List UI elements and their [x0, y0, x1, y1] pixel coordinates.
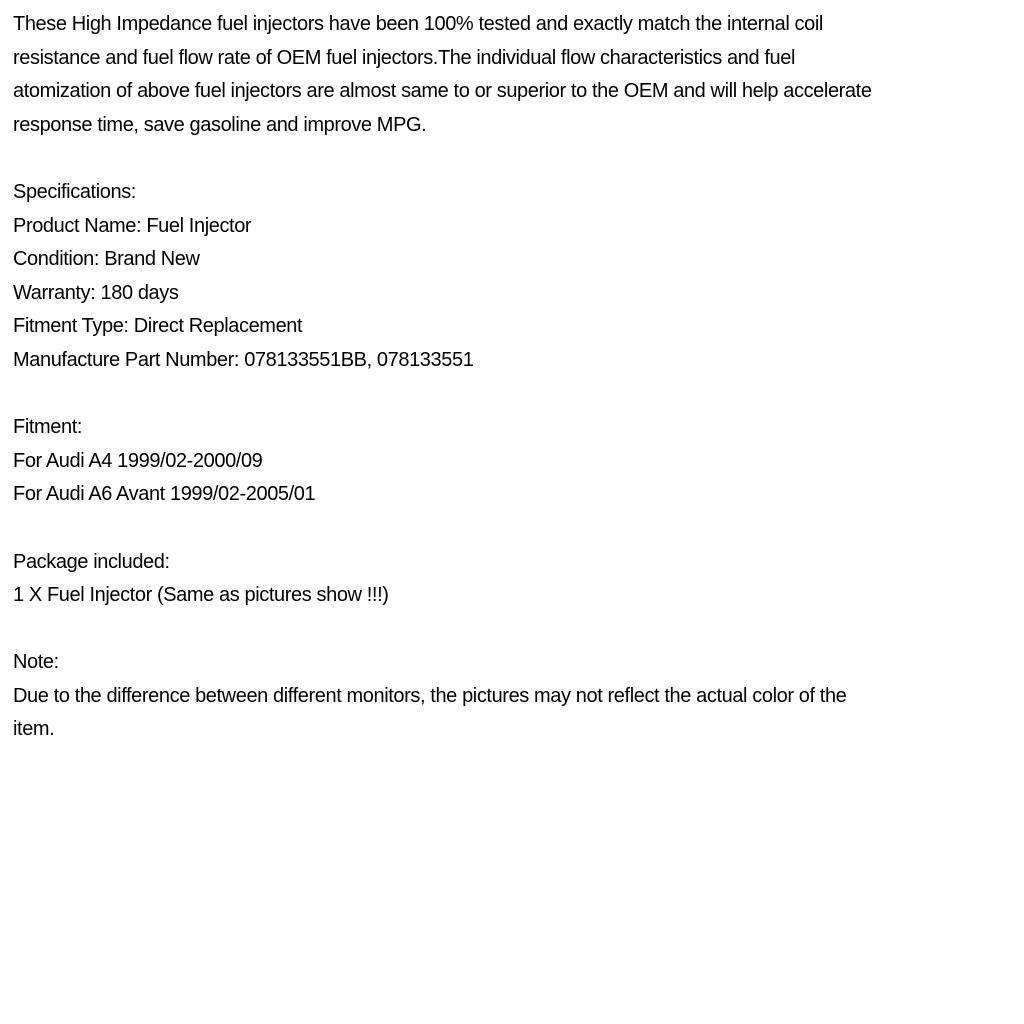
package-section [13, 546, 1014, 613]
note-heading: Note: [13, 651, 59, 674]
spec-item-part-number: Manufacture Part Number: 078133551BB, 078133551 [13, 348, 474, 371]
note-line: item. [13, 718, 55, 741]
specifications-heading: Specifications: [13, 180, 136, 203]
fitment-item: For Audi A6 Avant 1999/02-2005/01 [13, 483, 316, 506]
description-line: atomization of above fuel injectors are almost same to or superior to the OEM and will help accelerate [13, 80, 872, 103]
note-line: Due to the difference between different monitors, the pictures may not reflect the actual color of the [13, 684, 847, 707]
package-heading: Package included: [13, 550, 170, 573]
spec-item-product-name: Product Name: Fuel Injector [13, 214, 252, 237]
description-line: response time, save gasoline and improve MPG. [13, 113, 427, 136]
package-item: 1 X Fuel Injector (Same as pictures show !!!) [13, 584, 389, 607]
spec-item-condition: Condition: Brand New [13, 248, 200, 271]
specifications-section [13, 176, 1014, 378]
note-section [13, 646, 1014, 747]
fitment-item: For Audi A4 1999/02-2000/09 [13, 449, 263, 472]
description-paragraph [13, 8, 1014, 142]
fitment-heading: Fitment: [13, 416, 83, 439]
description-line: resistance and fuel flow rate of OEM fuel injectors.The individual flow characteristics and fuel [13, 46, 795, 69]
description-line: These High Impedance fuel injectors have been 100% tested and exactly match the internal coil [13, 13, 823, 35]
spec-item-fitment-type: Fitment Type: Direct Replacement [13, 315, 303, 338]
spec-item-warranty: Warranty: 180 days [13, 281, 179, 304]
fitment-section [13, 411, 1014, 512]
